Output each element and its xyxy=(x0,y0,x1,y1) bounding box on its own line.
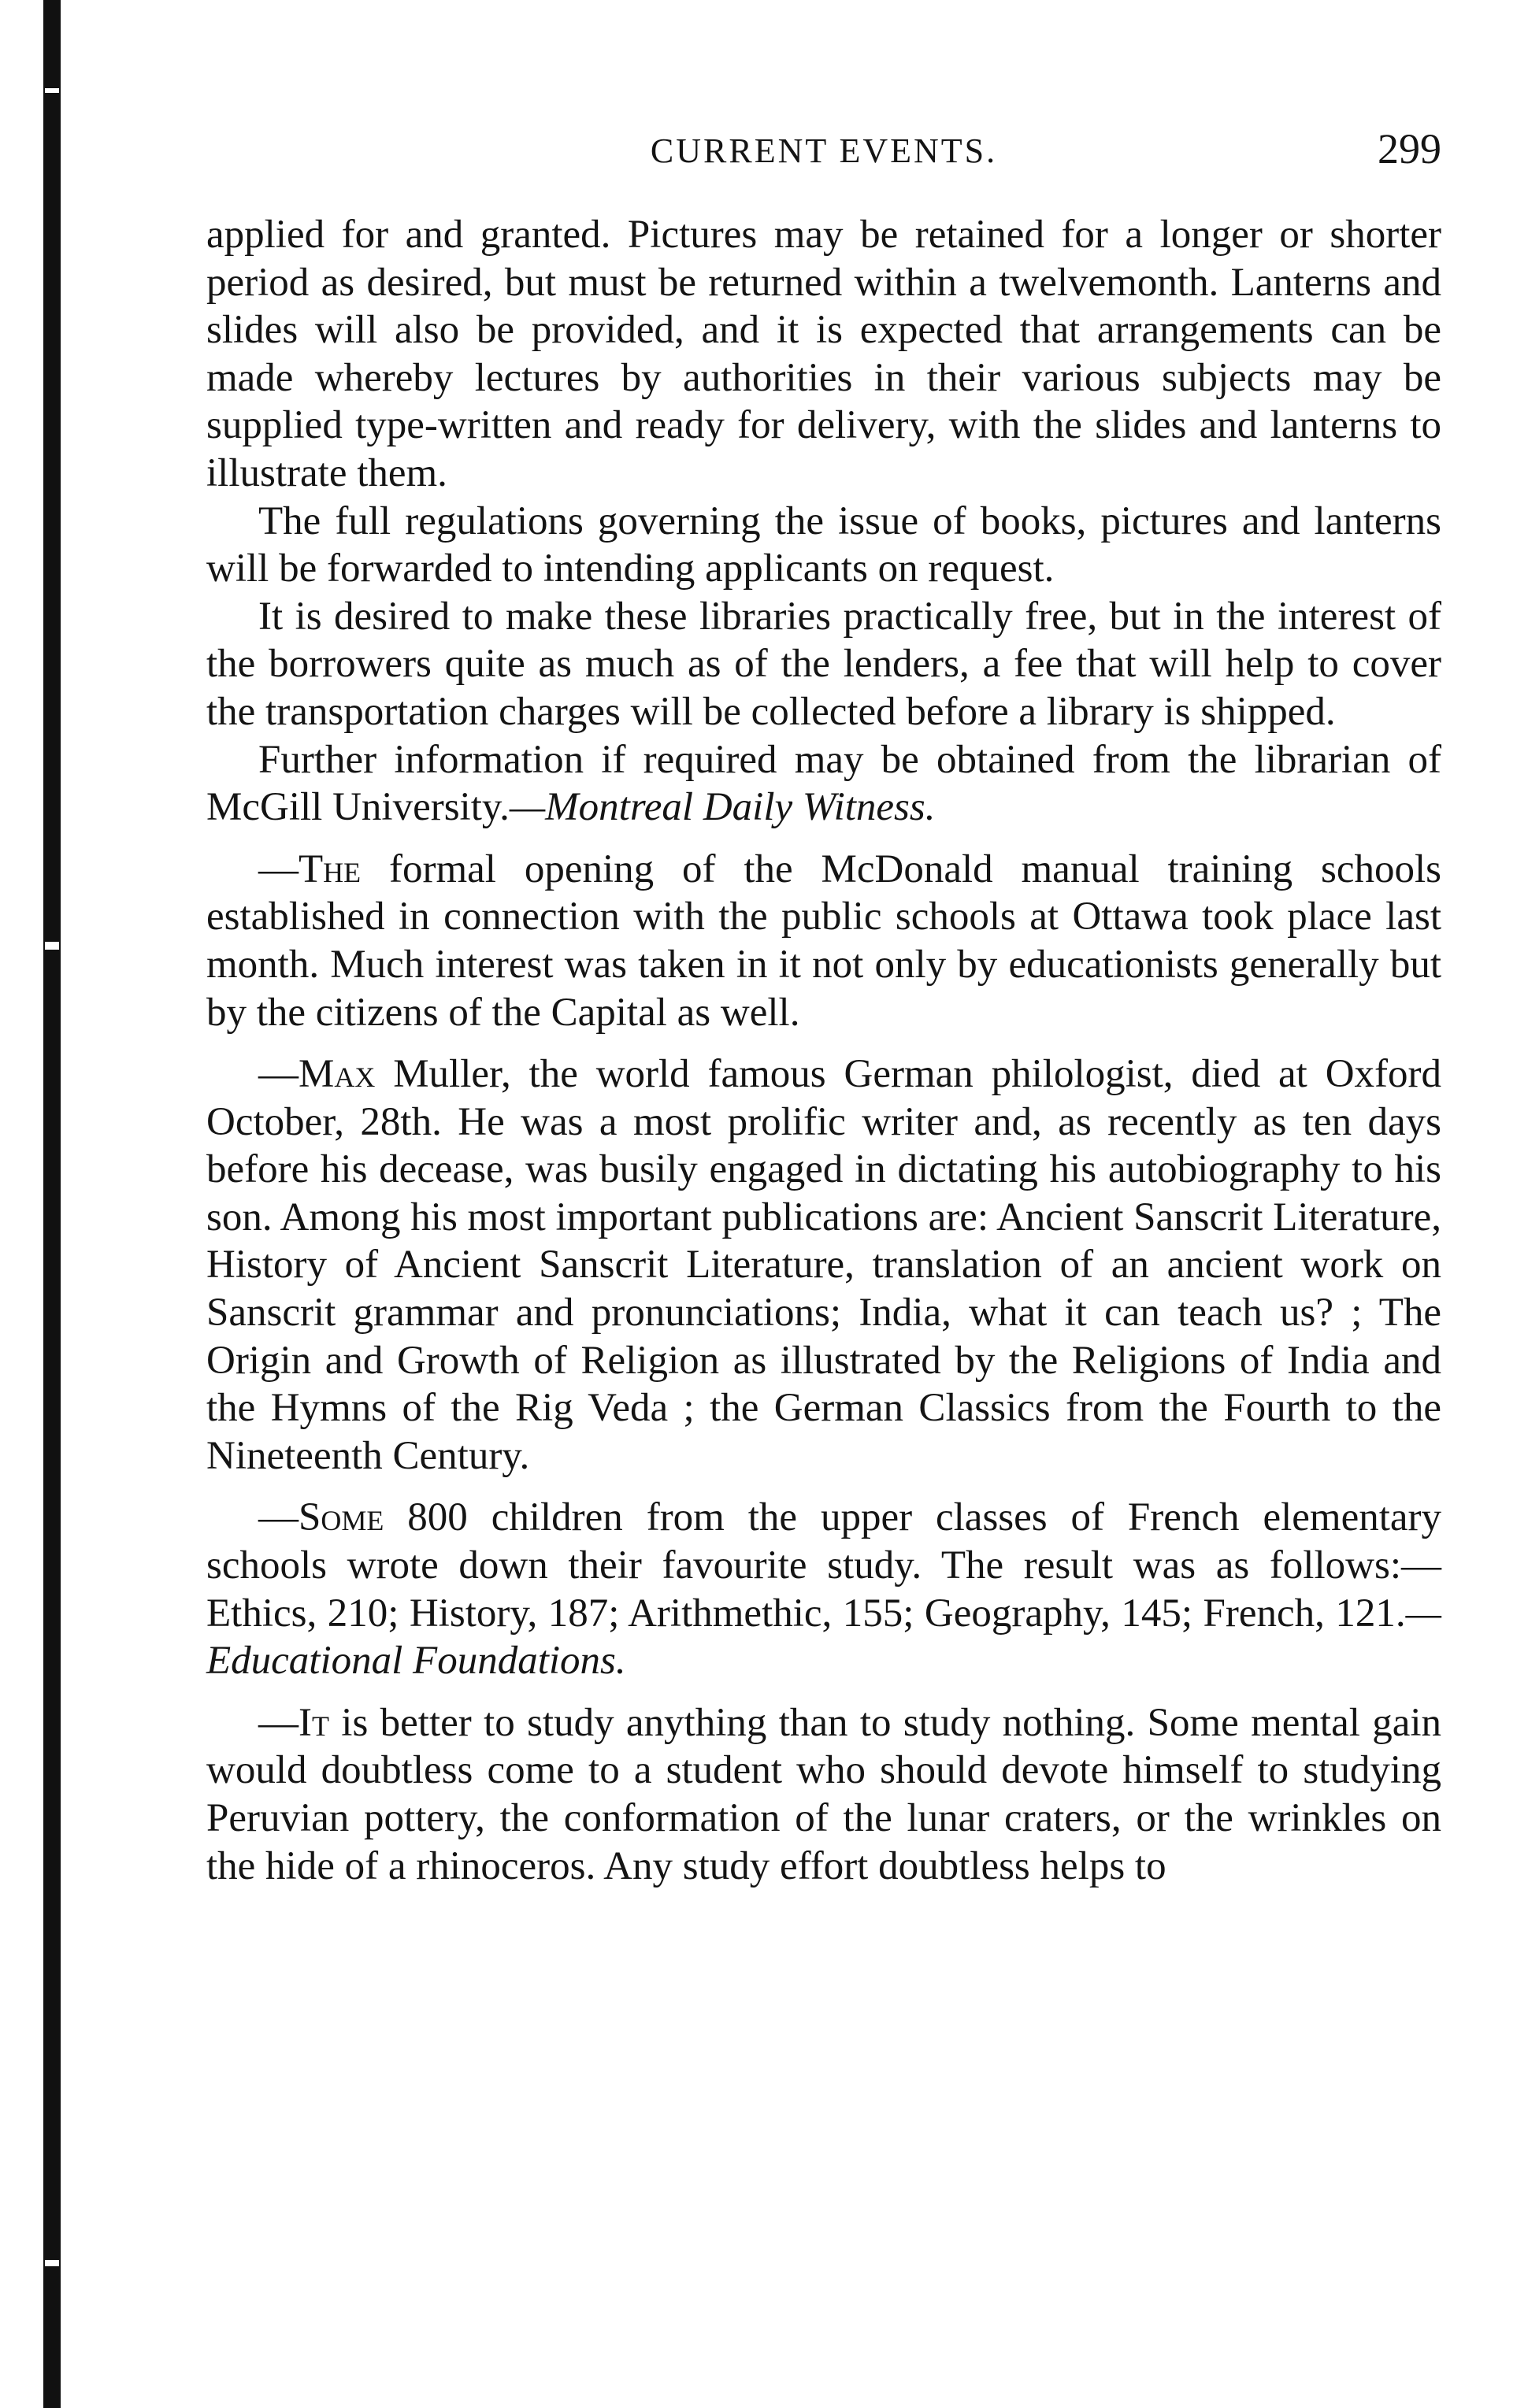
paragraph-text: Muller, the world famous German philologist, died at Oxford October, 28th. He was a most prolific writer and, as recently as ten days before his decease, was busily engaged in dictating his autobiography to his son. Among his most important publications are: Ancient Sanscrit Literature, History of Ancient Sanscrit Literature, translation of an ancient work on Sanscrit grammar and pronunciations; India, what it can teach us? ; The Origin and Growth of Religion as illustrated by the Religions of India and the Hymns of the Rig Veda ; the German Classics from the Fourth to the Nineteenth Century. xyxy=(206,1052,1441,1478)
lead-word: —It xyxy=(258,1700,329,1745)
article-body xyxy=(206,211,1441,1890)
lead-word: —Max xyxy=(258,1052,376,1097)
paragraph-text: 800 children from the upper classes of French elementary schools wrote down their favourite study. The result was as follows:—Ethics, 210; History, 187; Arithmethic, 155; Geography, 145; French, 121. xyxy=(206,1495,1441,1636)
lead-word: —The xyxy=(258,847,362,891)
news-item-mcdonald-schools xyxy=(206,846,1441,1036)
paragraph-fee: It is desired to make these libraries practically free, but in the interest of the borrowers quite as much as of the lenders, a fee that will help to cover the transportation charges will be collected before a library is shipped. xyxy=(206,594,1441,734)
binding-mark xyxy=(45,942,59,950)
source-citation: —Educational Foundations. xyxy=(206,1591,1441,1684)
binding-mark xyxy=(45,88,59,93)
paragraph-further-information xyxy=(206,736,1441,832)
page-number: 299 xyxy=(1378,125,1441,172)
page-binding-edge xyxy=(43,0,61,2408)
news-item-study xyxy=(206,1699,1441,1890)
paragraph-libraries-continued: applied for and granted. Pictures may be retained for a longer or shorter period as desired, but must be returned within a twelvemonth. Lanterns and slides will also be provided, and it is expected that arrangements can be made whereby lectures by authorities in their various subjects may be supplied type-written and ready for delivery, with the slides and lanterns to illustrate them. xyxy=(206,213,1441,495)
paragraph-text: is better to study anything than to study nothing. Some mental gain would doubtless come to a student who should devote himself to studying Peruvian pottery, the conformation of the lunar craters, or the wrinkles on the hide of a rhinoceros. Any study effort doubtless helps to xyxy=(206,1700,1441,1888)
page-header xyxy=(206,124,1441,187)
paragraph-regulations: The full regulations governing the issue of books, pictures and lanterns will be forwarded to intending applicants on request. xyxy=(206,498,1441,591)
source-citation: —Montreal Daily Witness. xyxy=(509,785,936,830)
news-item-favourite-study xyxy=(206,1494,1441,1684)
paragraph-text: formal opening of the McDonald manual training schools established in connection with the public schools at Ottawa took place last month. Much interest was taken in it not only by educationists generally but by the citizens of the Capital as well. xyxy=(206,847,1441,1035)
news-item-max-muller xyxy=(206,1050,1441,1480)
paragraph-text: Further information if required may be obtained from the librarian of McGill University. xyxy=(206,737,1441,830)
binding-mark xyxy=(45,2260,59,2266)
running-head: CURRENT EVENTS. xyxy=(650,132,998,170)
lead-word: —Some xyxy=(258,1495,384,1540)
